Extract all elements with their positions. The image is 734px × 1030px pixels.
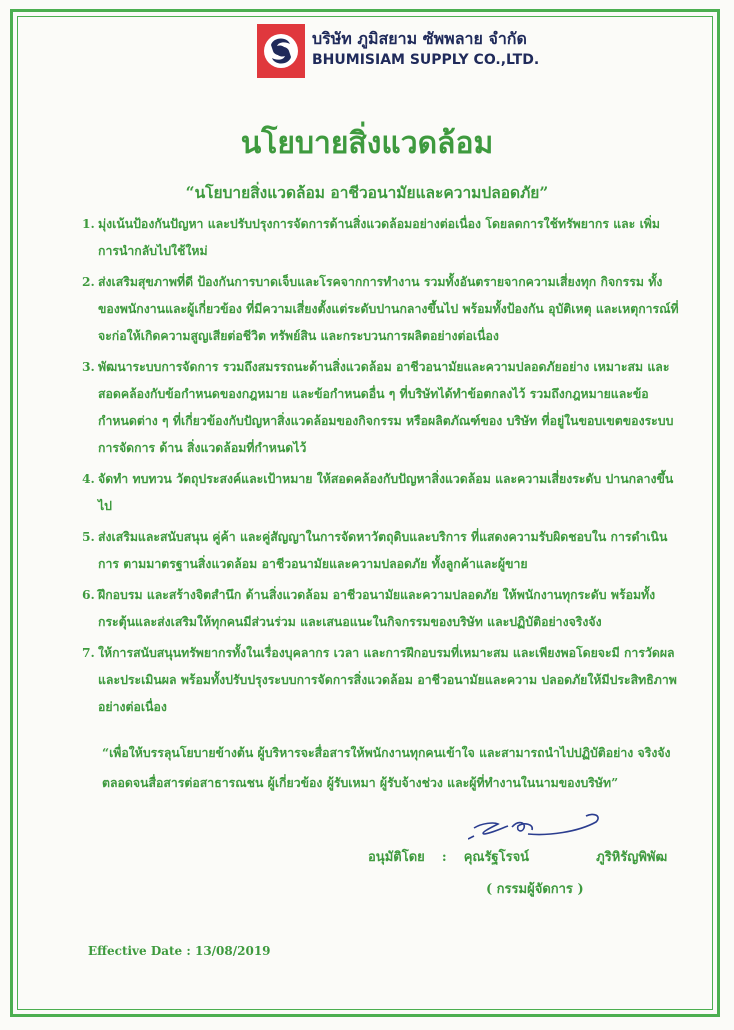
approval-label: อนุมัติโดย: [368, 850, 425, 865]
policy-item: [82, 639, 682, 720]
policy-text: พัฒนาระบบการจัดการ รวมถึงสมรรถนะด้านสิ่งแวดล้อม อาชีวอนามัยและความปลอดภัยอย่าง เหมาะสม และสอดคล้องกับข้อกำหนดของกฎหมาย และข้อกำหนดอื่น ๆ ที่บริษัทได้ทำข้อตกลงไว้ รวมถึงกฎหมายและข้อกำหนดต่าง ๆ ที่เกี่ยวข้องกับปัญหาสิ่งแวดล้อมของกิจกรรม หรือผลิตภัณฑ์ของ บริษัท ที่อยู่ในขอบเขตของระบบการจัดการ ด้าน สิ่งแวดล้อมที่กำหนดไว้: [98, 359, 674, 455]
document-title: นโยบายสิ่งแวดล้อม: [240, 126, 494, 161]
approval-line: [368, 846, 667, 867]
policy-item: [82, 581, 682, 635]
policy-number: 4.: [82, 471, 95, 486]
policy-text: จัดทำ ทบทวน วัตถุประสงค์และเป้าหมาย ให้สอดคล้องกับปัญหาสิ่งแวดล้อม และความเสี่ยงระดับ ปานกลางขึ้นไป: [98, 471, 674, 513]
document-subtitle: “นโยบายสิ่งแวดล้อม อาชีวอนามัยและความปลอดภัย”: [185, 183, 549, 202]
closing-statement: “เพื่อให้บรรลุนโยบายข้างต้น ผู้บริหารจะสื่อสารให้พนักงานทุกคนเข้าใจ และสามารถนำไปปฏิบัติอย่าง จริงจัง ตลอดจนสื่อสารต่อสาธารณชน ผู้เกี่ยวข้อง ผู้รับเหมา ผู้รับจ้างช่วง และผู้ที่ทำงานในนามของบริษัท”: [102, 745, 671, 790]
policy-number: 3.: [82, 359, 95, 374]
policy-number: 1.: [82, 216, 95, 231]
policy-item: [82, 268, 682, 349]
policy-list: [82, 210, 682, 724]
policy-number: 7.: [82, 645, 95, 660]
policy-item: [82, 210, 682, 264]
effective-date: Effective Date : 13/08/2019: [88, 944, 271, 958]
policy-number: 2.: [82, 274, 95, 289]
policy-number: 5.: [82, 529, 95, 544]
policy-text: ส่งเสริมสุขภาพที่ดี ป้องกันการบาดเจ็บและโรคจากการทำงาน รวมทั้งอันตรายจากความเสี่ยงทุก กิจกรรม ทั้งของพนักงานและผู้เกี่ยวข้อง ที่มีความเสี่ยงตั้งแต่ระดับปานกลางขึ้นไป พร้อมทั้งป้องกัน อุบัติเหตุ และเหตุการณ์ที่จะก่อให้เกิดความสูญเสียต่อชีวิต ทรัพย์สิน และกระบวนการผลิตอย่างต่อเนื่อง: [98, 274, 679, 343]
approver-position: ( กรรมผู้จัดการ ): [486, 882, 584, 897]
policy-text: ส่งเสริมและสนับสนุน คู่ค้า และคู่สัญญาในการจัดหาวัตถุดิบและบริการ ที่แสดงความรับผิดชอบใน การดำเนินการ ตามมาตรฐานสิ่งแวดล้อม อาชีวอนามัยและความปลอดภัย ทั้งลูกค้าและผู้ขาย: [98, 529, 668, 571]
approval-colon: :: [441, 850, 447, 865]
policy-item: [82, 523, 682, 577]
policy-text: ฝึกอบรม และสร้างจิตสำนึก ด้านสิ่งแวดล้อม อาชีวอนามัยและความปลอดภัย ให้พนักงานทุกระดับ พร้อมทั้งกระตุ้นและส่งเสริมให้ทุกคนมีส่วนร่วม และเสนอแนะในกิจกรรมของบริษัท และปฏิบัติอย่างจริงจัง: [98, 587, 656, 629]
approver-surname: ภูริหิรัญพิพัฒ: [596, 850, 668, 865]
policy-text: ให้การสนับสนุนทรัพยากรทั้งในเรื่องบุคลากร เวลา และการฝึกอบรมที่เหมาะสม และเพียงพอโดยจะมี การวัดผล และประเมินผล พร้อมทั้งปรับปรุงระบบการจัดการสิ่งแวดล้อม อาชีวอนามัยและความ ปลอดภัยให้มีประสิทธิภาพอย่างต่อเนื่อง: [98, 645, 677, 714]
company-name-english: BHUMISIAM SUPPLY CO.,LTD.: [312, 52, 540, 68]
policy-item: [82, 465, 682, 519]
company-name-thai: บริษัท ภูมิสยาม ซัพพลาย จำกัด: [312, 29, 527, 48]
approver-first-name: คุณรัฐโรจน์: [463, 850, 530, 865]
company-logo-icon: [257, 24, 305, 78]
signature-icon: [468, 806, 608, 842]
policy-item: [82, 353, 682, 461]
policy-text: มุ่งเน้นป้องกันปัญหา และปรับปรุงการจัดการด้านสิ่งแวดล้อมอย่างต่อเนื่อง โดยลดการใช้ทรัพยากร และ เพิ่มการนำกลับไปใช้ใหม่: [98, 216, 660, 258]
policy-number: 6.: [82, 587, 95, 602]
